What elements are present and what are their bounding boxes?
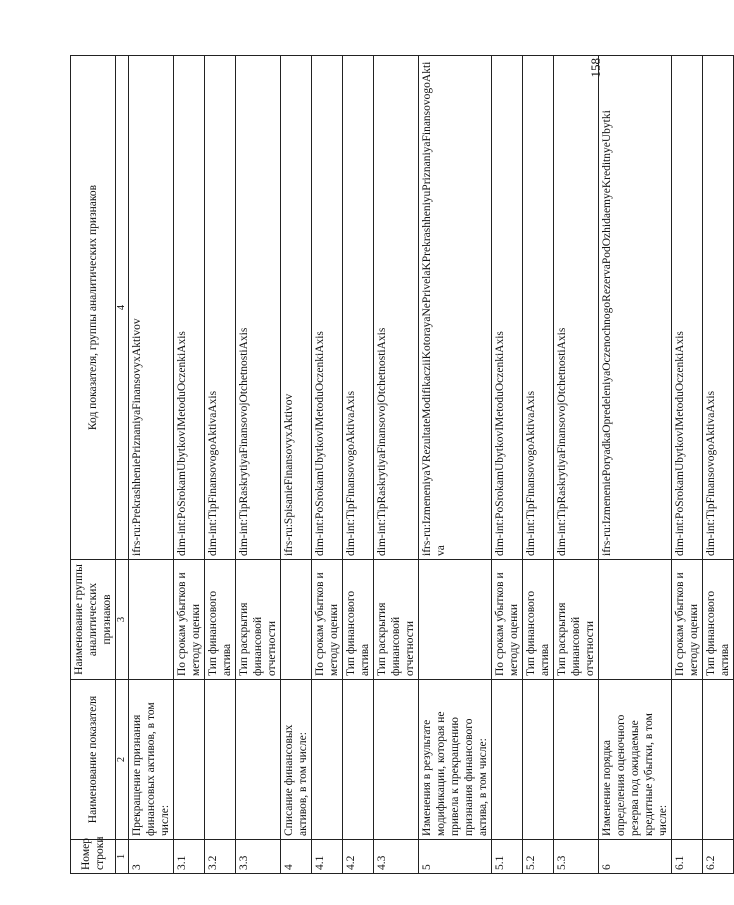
group-name-cell: По срокам убытков и методу оценки: [174, 560, 205, 680]
page-number: 158: [588, 58, 603, 78]
header-indicator-name: Наименование показателя: [71, 680, 116, 840]
indicator-name-cell: [672, 680, 703, 840]
table-row: [672, 56, 703, 874]
code-cell: dim-int:PoSrokamUbytkovIMetoduOczenkiAxis: [312, 56, 343, 560]
code-cell: dim-int:TipFinansovogoAktivaAxis: [703, 56, 734, 560]
group-name-cell: Тип финансового актива: [523, 560, 554, 680]
column-number: 2: [116, 680, 129, 840]
table-body: [129, 56, 734, 874]
indicator-name-cell: Прекращение признания финансовых активов, в том числе:: [129, 680, 174, 840]
table-row: [343, 56, 374, 874]
table-row: [174, 56, 205, 874]
column-number: 4: [116, 56, 129, 560]
code-cell: ifrs-ru:PrekrashheniePriznaniyaFinansovyxAktivov: [129, 56, 174, 560]
column-number-row: [116, 56, 129, 874]
table-row: [205, 56, 236, 874]
row-number-cell: 3.3: [236, 840, 281, 874]
indicator-name-cell: Списание финансовых активов, в том числе:: [281, 680, 312, 840]
group-name-cell: Тип раскрытия финансовой отчетности: [374, 560, 419, 680]
code-cell: dim-int:TipRaskrytiyaFinansovojOtchetnostiAxis: [236, 56, 281, 560]
header-row-number: Номер строки: [71, 840, 116, 874]
code-cell: dim-int:TipFinansovogoAktivaAxis: [343, 56, 374, 560]
code-cell: dim-int:PoSrokamUbytkovIMetoduOczenkiAxis: [174, 56, 205, 560]
row-number-cell: 4.2: [343, 840, 374, 874]
table-row: [419, 56, 492, 874]
indicator-table: [70, 55, 734, 874]
code-cell: ifrs-ru:SpisanieFinansovyxAktivov: [281, 56, 312, 560]
code-cell: dim-int:PoSrokamUbytkovIMetoduOczenkiAxis: [672, 56, 703, 560]
indicator-name-cell: [174, 680, 205, 840]
group-name-cell: По срокам убытков и методу оценки: [672, 560, 703, 680]
indicator-name-cell: Изменения в результате модификации, которая не привела к прекращению признания финансового актива, в том числе:: [419, 680, 492, 840]
row-number-cell: 3.2: [205, 840, 236, 874]
table-row: [312, 56, 343, 874]
group-name-cell: [129, 560, 174, 680]
group-name-cell: По срокам убытков и методу оценки: [492, 560, 523, 680]
table-row: [703, 56, 734, 874]
row-number-cell: 4.3: [374, 840, 419, 874]
table-row: [374, 56, 419, 874]
table-row: [129, 56, 174, 874]
row-number-cell: 3.1: [174, 840, 205, 874]
row-number-cell: 5.2: [523, 840, 554, 874]
table-row: [523, 56, 554, 874]
table-row: [599, 56, 672, 874]
group-name-cell: Тип раскрытия финансовой отчетности: [236, 560, 281, 680]
row-number-cell: 4.1: [312, 840, 343, 874]
indicator-name-cell: [312, 680, 343, 840]
code-cell: dim-int:TipFinansovogoAktivaAxis: [523, 56, 554, 560]
code-cell: dim-int:TipFinansovogoAktivaAxis: [205, 56, 236, 560]
group-name-cell: Тип финансового актива: [703, 560, 734, 680]
code-cell: dim-int:PoSrokamUbytkovIMetoduOczenkiAxis: [492, 56, 523, 560]
indicator-name-cell: [374, 680, 419, 840]
indicator-name-cell: [703, 680, 734, 840]
row-number-cell: 5.1: [492, 840, 523, 874]
code-cell: dim-int:TipRaskrytiyaFinansovojOtchetnostiAxis: [374, 56, 419, 560]
group-name-cell: [281, 560, 312, 680]
row-number-cell: 5: [419, 840, 492, 874]
indicator-name-cell: [343, 680, 374, 840]
indicator-name-cell: [205, 680, 236, 840]
code-cell: ifrs-ru:IzmeneniyaVRezultateModifikacziiKotorayaNePrivelaKPrekrashheniyuPriznaniyaFinansovogoAktiva: [419, 56, 492, 560]
code-cell: dim-int:TipRaskrytiyaFinansovojOtchetnostiAxis: [554, 56, 599, 560]
row-number-cell: 3: [129, 840, 174, 874]
indicator-name-cell: Изменение порядка определения оценочного резерва под ожидаемые кредитные убытки, в том числе:: [599, 680, 672, 840]
table-header-row: [71, 56, 116, 874]
column-number: 3: [116, 560, 129, 680]
row-number-cell: 4: [281, 840, 312, 874]
row-number-cell: 6: [599, 840, 672, 874]
group-name-cell: [599, 560, 672, 680]
table-row: [554, 56, 599, 874]
group-name-cell: Тип раскрытия финансовой отчетности: [554, 560, 599, 680]
header-code: Код показателя, группы аналитических признаков: [71, 56, 116, 560]
group-name-cell: По срокам убытков и методу оценки: [312, 560, 343, 680]
header-group-name: Наименование группы аналитических признаков: [71, 560, 116, 680]
row-number-cell: 5.3: [554, 840, 599, 874]
row-number-cell: 6.1: [672, 840, 703, 874]
indicator-name-cell: [492, 680, 523, 840]
group-name-cell: Тип финансового актива: [205, 560, 236, 680]
column-number: 1: [116, 840, 129, 874]
indicator-name-cell: [554, 680, 599, 840]
indicator-name-cell: [523, 680, 554, 840]
table-row: [236, 56, 281, 874]
group-name-cell: Тип финансового актива: [343, 560, 374, 680]
rotated-table-container: [70, 56, 731, 874]
row-number-cell: 6.2: [703, 840, 734, 874]
group-name-cell: [419, 560, 492, 680]
code-cell: ifrs-ru:IzmeneniePoryadkaOpredeleniyaOczenochnogoRezervaPodOzhidaemyeKreditnyeUbytki: [599, 56, 672, 560]
table-row: [281, 56, 312, 874]
indicator-name-cell: [236, 680, 281, 840]
table-row: [492, 56, 523, 874]
